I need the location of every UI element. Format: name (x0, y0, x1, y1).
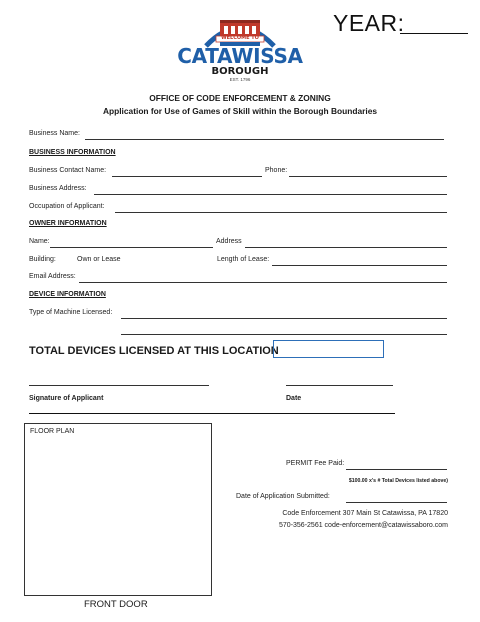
divider (29, 413, 395, 414)
business-address-field[interactable] (94, 194, 447, 195)
device-section-heading: DEVICE INFORMATION (29, 291, 106, 298)
logo-banner: WELCOME TO (221, 35, 259, 41)
owner-name-field[interactable] (50, 247, 213, 248)
floor-plan-title: FLOOR PLAN (30, 428, 75, 435)
machine-type-field-2[interactable] (121, 334, 447, 335)
application-title: Application for Use of Games of Skill within the Borough Boundaries (102, 106, 378, 116)
phone-label: Phone: (265, 167, 288, 174)
total-devices-input[interactable] (273, 340, 384, 358)
total-devices-label: TOTAL DEVICES LICENSED AT THIS LOCATION (29, 345, 279, 357)
business-name-label: Business Name: (29, 130, 80, 137)
owner-address-label: Address (216, 238, 242, 245)
owner-section-heading: OWNER INFORMATION (29, 220, 107, 227)
date-field[interactable] (286, 385, 393, 386)
owner-address-field[interactable] (245, 247, 447, 248)
permit-fee-note: $100.00 x's # Total Devices listed above) (348, 478, 448, 484)
owner-name-label: Name: (29, 238, 50, 245)
business-address-label: Business Address: (29, 185, 87, 192)
occupation-field[interactable] (115, 212, 447, 213)
logo-name: CATAWISSA (177, 44, 303, 68)
phone-field[interactable] (289, 176, 447, 177)
logo-sub: BOROUGH (211, 66, 269, 77)
business-name-field[interactable] (85, 139, 444, 140)
email-label: Email Address: (29, 273, 76, 280)
building-label: Building: (29, 256, 56, 263)
signature-label: Signature of Applicant (29, 395, 104, 402)
logo-est: EST. 1796 (229, 77, 251, 82)
business-contact-label: Business Contact Name: (29, 167, 107, 174)
year-label: YEAR: (333, 10, 405, 36)
signature-field[interactable] (29, 385, 209, 386)
front-door-label: FRONT DOOR (84, 599, 148, 610)
floor-plan-box[interactable] (24, 423, 212, 596)
length-of-lease-field[interactable] (272, 265, 447, 266)
date-submitted-label: Date of Application Submitted: (236, 493, 330, 500)
machine-type-label: Type of Machine Licensed: (29, 309, 113, 316)
own-or-lease-option[interactable]: Own or Lease (77, 256, 121, 263)
office-heading: OFFICE OF CODE ENFORCEMENT & ZONING (149, 93, 331, 103)
business-section-heading: BUSINESS INFORMATION (29, 149, 116, 156)
office-address: Code Enforcement 307 Main St Catawissa, PA 17820 (282, 510, 448, 517)
business-contact-field[interactable] (112, 176, 262, 177)
permit-fee-field[interactable] (346, 469, 447, 470)
email-field[interactable] (79, 282, 447, 283)
occupation-label: Occupation of Applicant: (29, 203, 105, 210)
machine-type-field[interactable] (121, 318, 447, 319)
date-label: Date (286, 395, 302, 402)
date-submitted-field[interactable] (346, 502, 447, 503)
permit-fee-label: PERMIT Fee Paid: (286, 460, 345, 467)
office-contact: 570-356-2561 code-enforcement@catawissaboro.com (279, 522, 448, 529)
length-of-lease-label: Length of Lease: (217, 256, 270, 263)
year-field[interactable] (400, 33, 468, 34)
